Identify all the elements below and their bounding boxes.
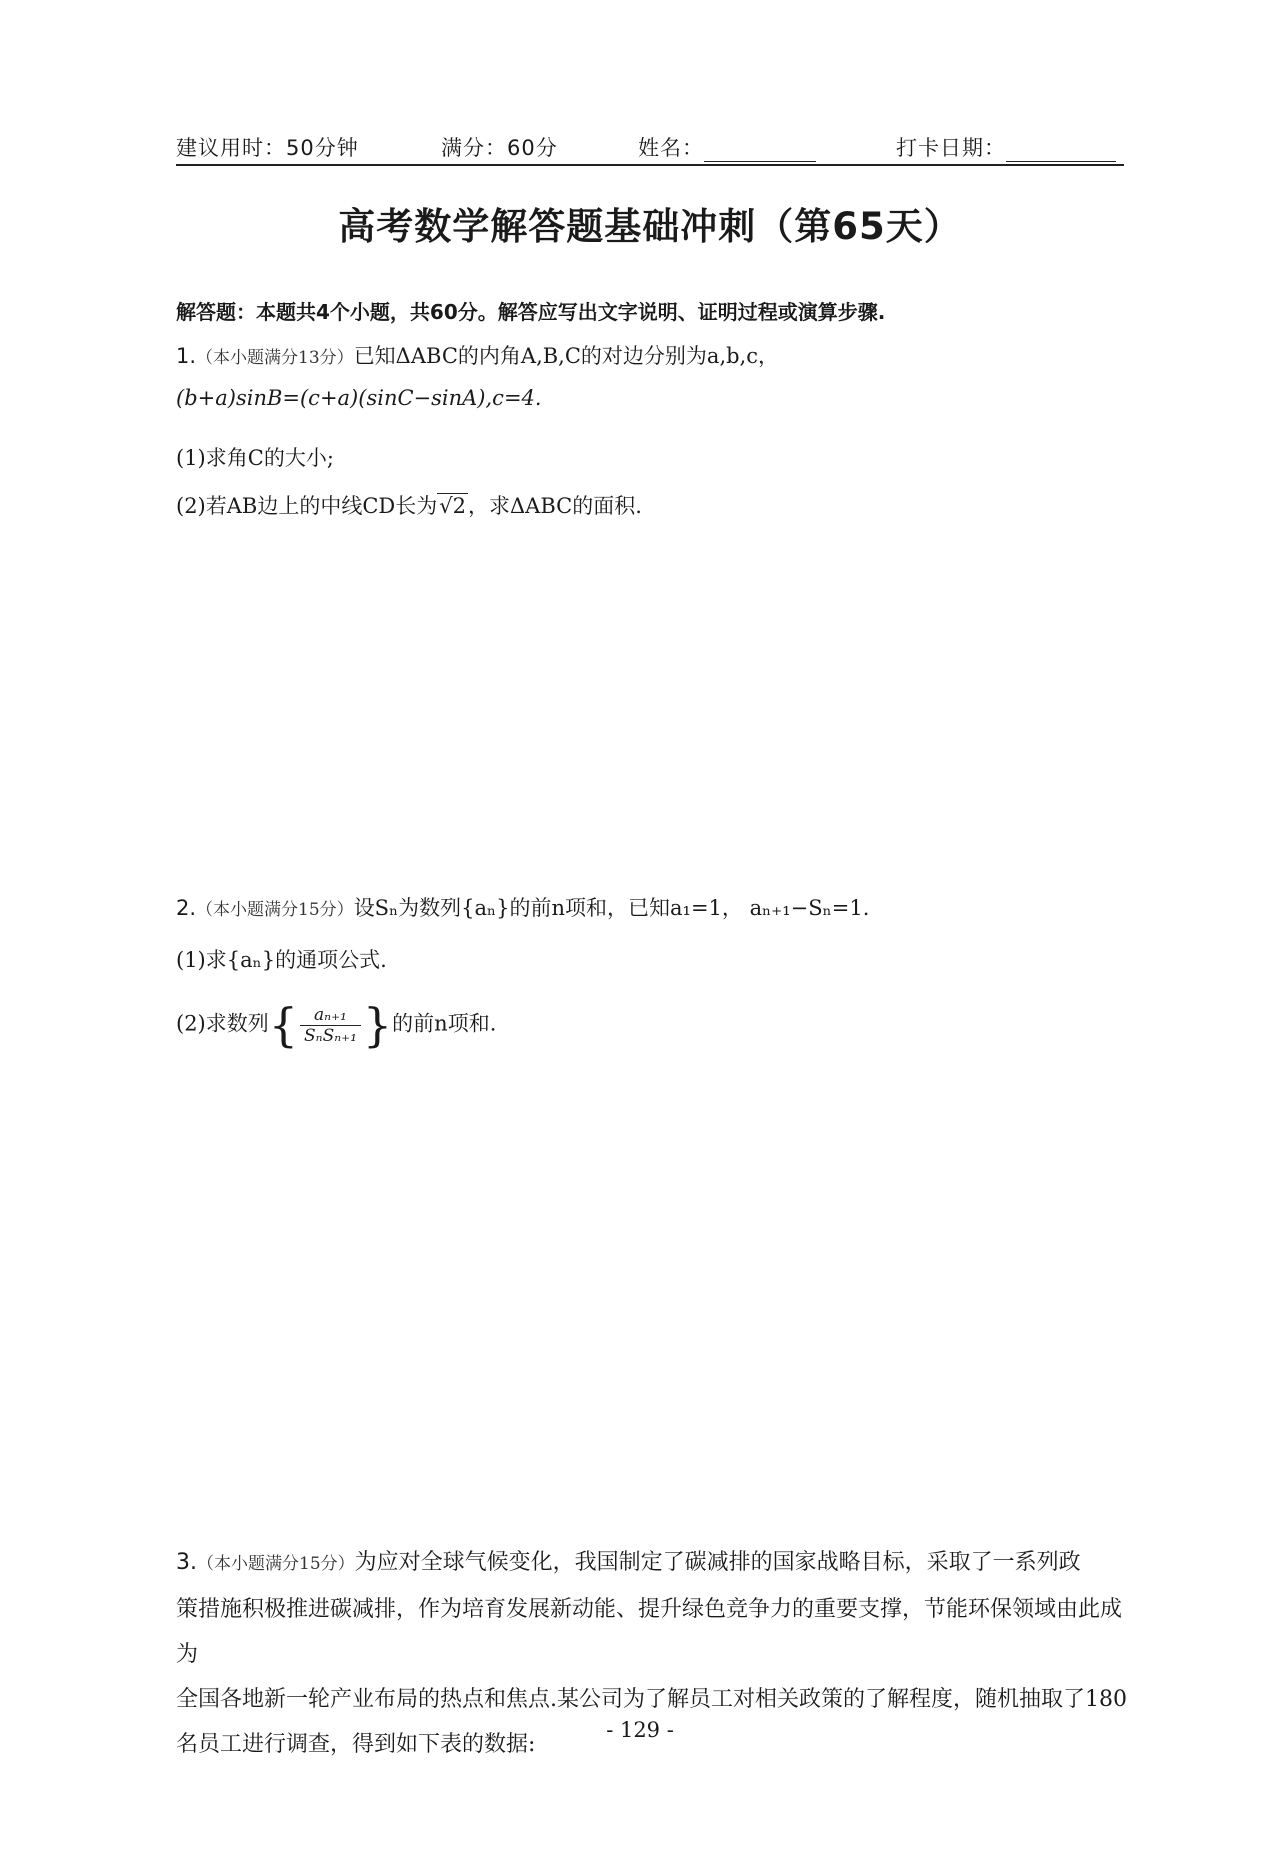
problem-2-text: 设Sₙ为数列{aₙ}的前n项和，已知a₁=1， aₙ₊₁−Sₙ=1. — [353, 896, 870, 920]
problem-3-line-3: 全国各地新一轮产业布局的热点和焦点.某公司为了解员工对相关政策的了解程度，随机抽取了180 — [176, 1687, 1127, 1712]
problem-2-part-1: (1)求{aₙ}的通项公式. — [176, 948, 387, 972]
date-label: 打卡日期： — [896, 136, 1006, 160]
date-field — [896, 132, 1116, 162]
problem-1-score: （本小题满分13分） — [196, 348, 354, 368]
fraction-denominator: SₙSₙ₊₁ — [304, 1025, 357, 1046]
problem-1-text: 已知ΔABC的内角A,B,C的对边分别为a,b,c， — [353, 344, 779, 368]
problem-2-part-2-text-b: 的前n项和. — [392, 1011, 497, 1036]
page-number: - 129 - — [606, 1718, 674, 1742]
instructions: 解答题：本题共4个小题，共60分。解答应写出文字说明、证明过程或演算步骤. — [176, 300, 886, 324]
name-label: 姓名： — [638, 136, 704, 160]
problem-2-part-2 — [176, 998, 496, 1052]
right-brace: } — [362, 998, 393, 1052]
problem-1-equation: (b+a)sinB=(c+a)(sinC−sinA),c=4. — [176, 386, 542, 410]
problem-1-part-1: (1)求角C的大小; — [176, 446, 334, 470]
problem-2-number: 2. — [176, 896, 197, 920]
name-blank — [704, 139, 816, 162]
name-field — [638, 132, 816, 162]
problem-1-part-2-text-b: ，求ΔABC的面积. — [468, 494, 642, 518]
suggested-time: 建议用时：50分钟 — [176, 136, 359, 160]
fraction-numerator: aₙ₊₁ — [300, 1005, 361, 1026]
problem-3-line-2: 策措施积极推进碳减排，作为培育发展新动能、提升绿色竞争力的重要支撑，节能环保领域由此成为 — [176, 1597, 1123, 1667]
problem-3-score: （本小题满分15分） — [197, 1554, 355, 1574]
problem-1-part-2-text-a: (2)若AB边上的中线CD长为 — [176, 494, 438, 518]
problem-1-part-2 — [176, 490, 642, 520]
problem-3-line-1 — [176, 1540, 1136, 1587]
header-rule — [176, 164, 1124, 166]
problem-1-statement — [176, 340, 779, 370]
header-bar — [176, 132, 1124, 162]
full-score: 满分：60分 — [441, 136, 558, 160]
problem-2-statement — [176, 892, 869, 922]
problem-2-part-2-text-a: (2)求数列 — [176, 1011, 269, 1036]
problem-2-score: （本小题满分15分） — [196, 900, 354, 920]
sequence-fraction — [300, 1005, 361, 1046]
problem-3-text-1: 为应对全球气候变化，我国制定了碳减排的国家战略目标，采取了一系列政 — [354, 1550, 1081, 1575]
sqrt-two: √2 — [439, 494, 466, 518]
date-blank — [1006, 139, 1116, 162]
problem-1-number: 1. — [176, 344, 197, 368]
problem-3-line-4: 名员工进行调查，得到如下表的数据: — [176, 1732, 536, 1757]
problem-3-number: 3. — [176, 1550, 197, 1575]
left-brace: { — [268, 998, 299, 1052]
page-title: 高考数学解答题基础冲刺（第65天） — [338, 205, 962, 248]
